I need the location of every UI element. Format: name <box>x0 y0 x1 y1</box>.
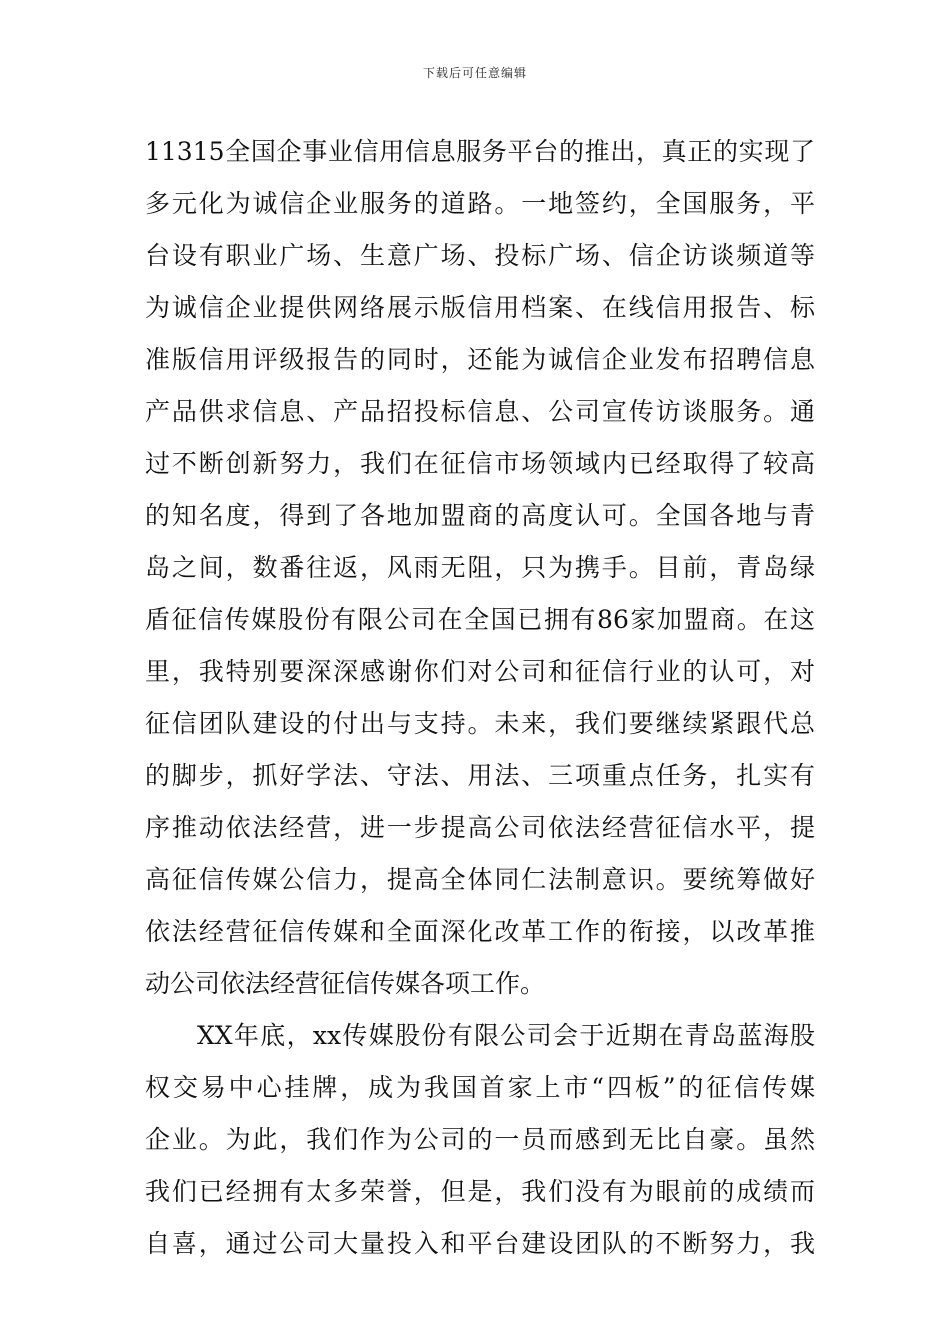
text-line: 依法经营征信传媒和全面深化改革工作的衔接，以改革推 <box>145 917 815 946</box>
text-line: 里，我特别要深深感谢你们对公司和征信行业的认可，对 <box>145 657 815 686</box>
text-line: 过不断创新努力，我们在征信市场领域内已经取得了较高 <box>145 449 815 478</box>
page-header: 下载后可任意编辑 <box>422 66 527 80</box>
text-line: 多元化为诚信企业服务的道路。一地签约，全国服务，平 <box>145 189 815 218</box>
paragraph-1 <box>145 126 815 1010</box>
text-line: 序推动依法经营，进一步提高公司依法经营征信水平，提 <box>145 813 815 842</box>
paragraph-2 <box>145 1010 815 1270</box>
text-line: 盾征信传媒股份有限公司在全国已拥有86家加盟商。在这 <box>145 605 815 634</box>
text-line: 自喜，通过公司大量投入和平台建设团队的不断努力，我 <box>145 1229 815 1258</box>
text-line: XX年底，xx传媒股份有限公司会于近期在青岛蓝海股 <box>197 1021 815 1050</box>
document-body <box>145 126 815 1270</box>
text-line: 准版信用评级报告的同时，还能为诚信企业发布招聘信息 <box>145 345 815 374</box>
text-line: 高征信传媒公信力，提高全体同仁法制意识。要统筹做好 <box>145 865 815 894</box>
text-line: 征信团队建设的付出与支持。未来，我们要继续紧跟代总 <box>145 709 815 738</box>
text-line: 11315全国企事业信用信息服务平台的推出，真正的实现了 <box>145 137 815 166</box>
text-line: 我们已经拥有太多荣誉，但是，我们没有为眼前的成绩而 <box>145 1177 815 1206</box>
text-line: 的脚步，抓好学法、守法、用法、三项重点任务，扎实有 <box>145 761 815 790</box>
text-line: 的知名度，得到了各地加盟商的高度认可。全国各地与青 <box>145 501 815 530</box>
text-line: 为诚信企业提供网络展示版信用档案、在线信用报告、标 <box>145 293 815 322</box>
text-line: 产品供求信息、产品招投标信息、公司宣传访谈服务。通 <box>145 397 815 426</box>
text-line: 台设有职业广场、生意广场、投标广场、信企访谈频道等 <box>145 241 815 270</box>
text-line: 权交易中心挂牌，成为我国首家上市“四板”的征信传媒 <box>145 1073 815 1102</box>
text-line: 动公司依法经营征信传媒各项工作。 <box>145 969 546 998</box>
text-line: 企业。为此，我们作为公司的一员而感到无比自豪。虽然 <box>145 1125 815 1154</box>
text-line: 岛之间，数番往返，风雨无阻，只为携手。目前，青岛绿 <box>145 553 815 582</box>
